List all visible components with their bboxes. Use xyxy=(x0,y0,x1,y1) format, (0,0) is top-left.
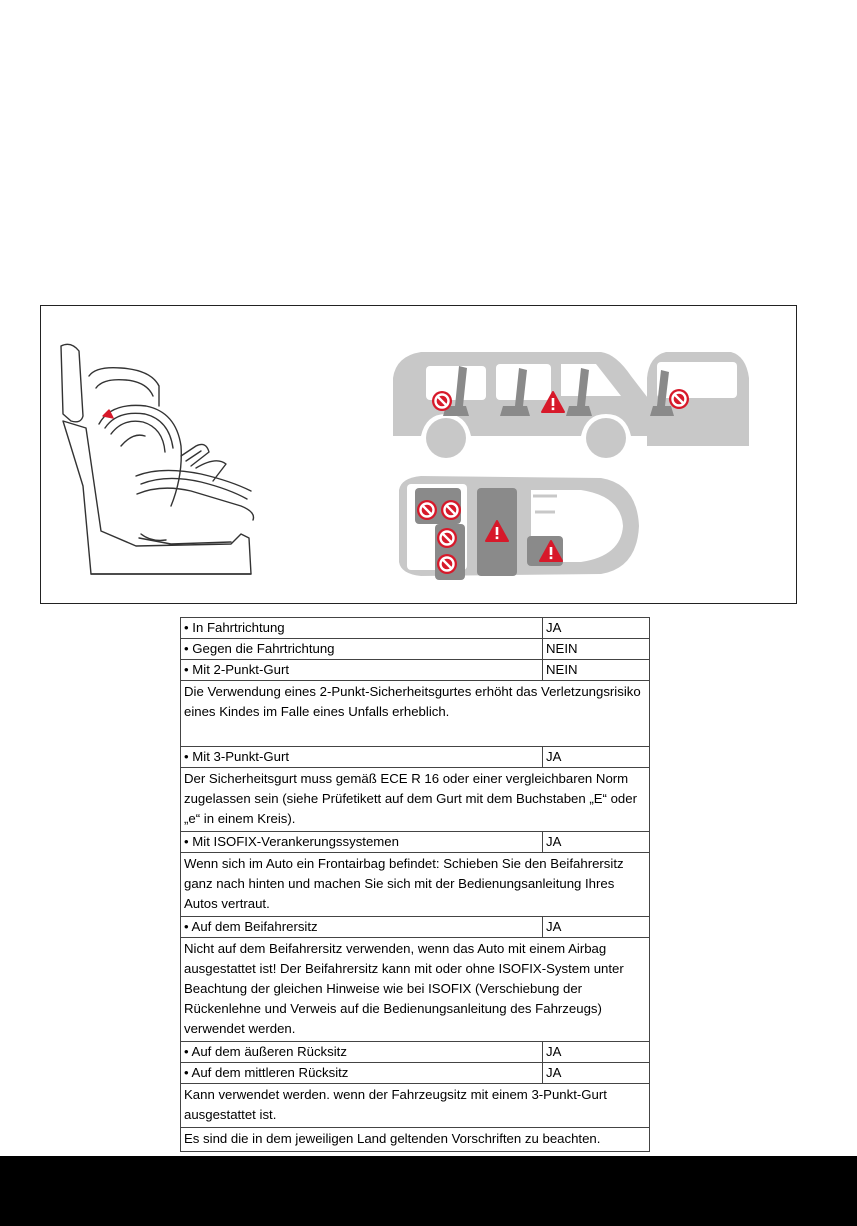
child-seat-illustration xyxy=(61,344,254,574)
table-row xyxy=(181,1063,650,1084)
note-text: Kann verwendet werden. wenn der Fahrzeugsitz mit einem 3-Punkt-Gurt ausgestattet ist. xyxy=(181,1084,650,1128)
row-label: • Mit 2-Punkt-Gurt xyxy=(181,660,543,681)
row-value: JA xyxy=(543,1042,650,1063)
row-label: • Auf dem mittleren Rücksitz xyxy=(181,1063,543,1084)
row-label: • Mit ISOFIX-Verankerungssystemen xyxy=(181,832,543,853)
table-note-row xyxy=(181,853,650,917)
table-note-row xyxy=(181,768,650,832)
row-value: NEIN xyxy=(543,639,650,660)
table-note-row xyxy=(181,1084,650,1128)
table-row xyxy=(181,747,650,768)
row-value: JA xyxy=(543,1063,650,1084)
car-rear-view xyxy=(647,352,749,446)
table-row xyxy=(181,660,650,681)
row-value: JA xyxy=(543,832,650,853)
note-text: Wenn sich im Auto ein Frontairbag befindet: Schieben Sie den Beifahrersitz ganz nach hinten und machen Sie sich mit der Bedienungsanleitung Ihres Autos vertraut. xyxy=(181,853,650,917)
table-note-row xyxy=(181,938,650,1042)
row-value: JA xyxy=(543,747,650,768)
car-top-view xyxy=(399,476,639,580)
note-text: Die Verwendung eines 2-Punkt-Sicherheitsgurtes erhöht das Verletzungsrisiko eines Kindes im Falle eines Unfalls erheblich. xyxy=(181,681,650,747)
table-row xyxy=(181,832,650,853)
row-label: • In Fahrtrichtung xyxy=(181,618,543,639)
seat-usage-table xyxy=(180,617,650,1152)
car-side-view xyxy=(393,352,651,458)
table-note-row xyxy=(181,1128,650,1152)
table-row xyxy=(181,1042,650,1063)
row-label: • Auf dem äußeren Rücksitz xyxy=(181,1042,543,1063)
note-text: Der Sicherheitsgurt muss gemäß ECE R 16 oder einer vergleichbaren Norm zugelassen sein (siehe Prüfetikett auf dem Gurt mit dem Buchstaben „E“ oder „e“ in einem Kreis). xyxy=(181,768,650,832)
figure-box xyxy=(40,305,797,604)
table-note-row xyxy=(181,681,650,747)
table-row xyxy=(181,917,650,938)
row-value: JA xyxy=(543,618,650,639)
row-value: JA xyxy=(543,917,650,938)
note-text: Nicht auf dem Beifahrersitz verwenden, wenn das Auto mit einem Airbag ausgestattet ist! Der Beifahrersitz kann mit oder ohne ISOFIX-System unter Beachtung der gleichen Hinweise wie bei ISOFIX (Verschiebung der Rückenlehne und Verweis auf die Bedienungsanleitung des Fahrzeugs) verwendet werden. xyxy=(181,938,650,1042)
table-row xyxy=(181,618,650,639)
row-label: • Mit 3-Punkt-Gurt xyxy=(181,747,543,768)
footer-bar xyxy=(0,1156,857,1226)
row-value: NEIN xyxy=(543,660,650,681)
note-text: Es sind die in dem jeweiligen Land geltenden Vorschriften zu beachten. xyxy=(181,1128,650,1152)
row-label: • Gegen die Fahrtrichtung xyxy=(181,639,543,660)
row-label: • Auf dem Beifahrersitz xyxy=(181,917,543,938)
table-row xyxy=(181,639,650,660)
